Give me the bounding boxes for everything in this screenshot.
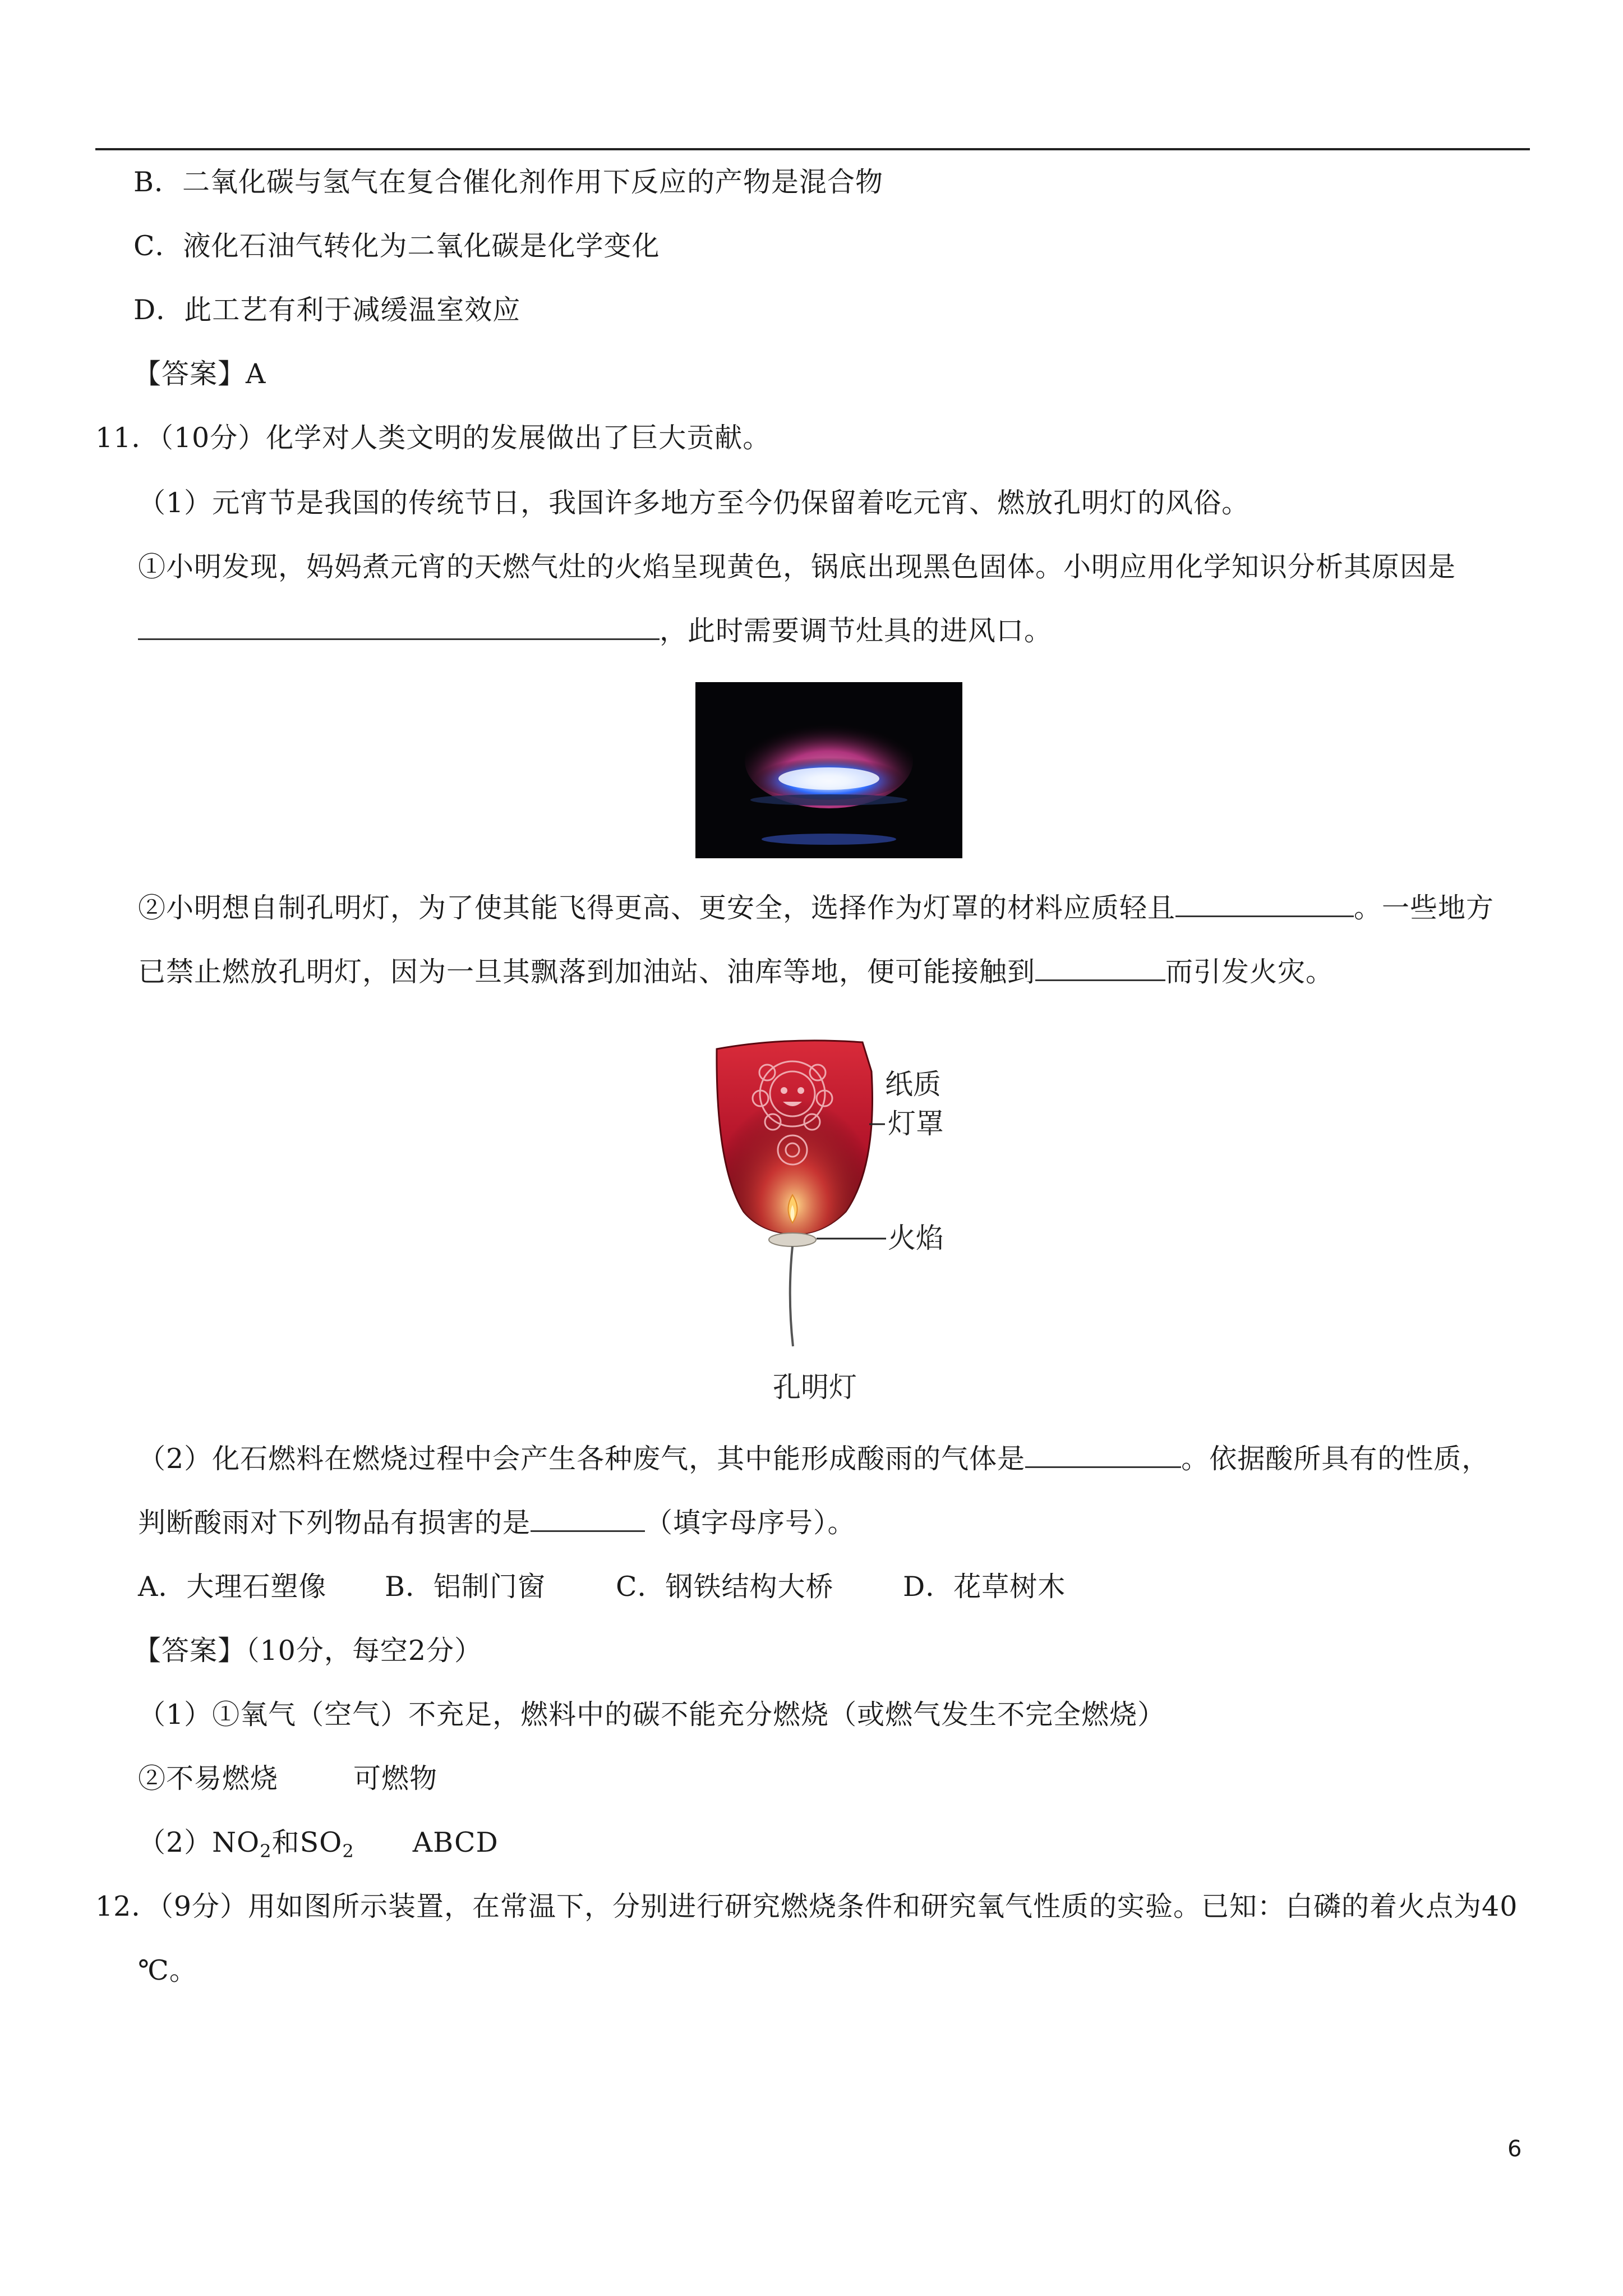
- q11-part1-item1: ①小明发现，妈妈煮元宵的天燃气灶的火焰呈现黄色，锅底出现黑色固体。小明应用化学知识分析其原因是: [138, 551, 1456, 583]
- q11-part2-tail: 。依据酸所具有的性质，: [1181, 1443, 1490, 1475]
- label-flame: 火焰: [888, 1222, 944, 1254]
- q11-answer: 【答案】（10分，每空2分）: [133, 1635, 483, 1667]
- q10-option-c: C．液化石油气转化为二氧化碳是化学变化: [133, 230, 660, 262]
- answer-3-pre: （2）NO: [138, 1826, 260, 1858]
- answer-blank: [531, 1506, 645, 1532]
- answer-3-sub1: 2: [260, 1841, 272, 1862]
- q11-answer-1: （1）①氧气（空气）不充足，燃料中的碳不能充分燃烧（或燃气发生不完全燃烧）: [138, 1699, 1166, 1731]
- q12-stem-cont: ℃。: [138, 1954, 197, 1986]
- q10-answer: 【答案】A: [133, 358, 266, 390]
- answer-2a: ②不易燃烧: [138, 1763, 279, 1795]
- q11-part1-item2-line1: [138, 890, 1494, 927]
- q11-answer-3: [138, 1824, 499, 1861]
- q11-part1-item2-line2: [138, 954, 1334, 991]
- header-rule: [95, 148, 1530, 150]
- page-number: 6: [1507, 2136, 1522, 2162]
- q11-answer-2: [138, 1760, 437, 1797]
- answer-blank: [138, 614, 660, 640]
- q11-part1-item2b-tail: 而引发火灾。: [1165, 956, 1334, 988]
- option-b: B．铝制门窗: [385, 1571, 546, 1603]
- q11-options: [138, 1568, 1066, 1605]
- answer-blank: [1025, 1442, 1181, 1468]
- answer-3-sub2: 2: [342, 1841, 354, 1862]
- q10-option-b: B．二氧化碳与氢气在复合催化剂作用下反应的产物是混合物: [133, 166, 884, 198]
- answer-3-tail: ABCD: [412, 1826, 499, 1858]
- q11-part2b-head: 判断酸雨对下列物品有损害的是: [138, 1507, 531, 1539]
- q11-part2-head: （2）化石燃料在燃烧过程中会产生各种废气，其中能形成酸雨的气体是: [138, 1443, 1026, 1475]
- q11-part2b-tail: （填字母序号）。: [645, 1507, 856, 1539]
- answer-blank: [1035, 955, 1165, 981]
- q11-part2-line1: [138, 1441, 1490, 1478]
- label-lantern-shade: 灯罩: [888, 1107, 944, 1140]
- sky-lantern-figure: [706, 1032, 997, 1408]
- q11-stem: 11．（10分）化学对人类文明的发展做出了巨大贡献。: [95, 422, 771, 454]
- q11-part1-item1-blank-line: [138, 613, 1052, 650]
- q11-part1-item2-tail: 。一些地方: [1354, 892, 1495, 924]
- q11-part1-item2b-head: 已禁止燃放孔明灯，因为一旦其飘落到加油站、油库等地，便可能接触到: [138, 956, 1036, 988]
- q12-stem: 12．（9分）用如图所示装置，在常温下，分别进行研究燃烧条件和研究氧气性质的实验。已知：白磷的着火点为40: [95, 1890, 1518, 1922]
- option-d: D．花草树木: [903, 1571, 1066, 1603]
- answer-2b: 可燃物: [353, 1763, 438, 1795]
- answer-3-mid: 和SO: [271, 1826, 343, 1858]
- gas-stove-flame-photo: [695, 682, 962, 858]
- label-paper-material: 纸质: [885, 1068, 941, 1101]
- q10-option-d: D．此工艺有利于减缓温室效应: [133, 294, 521, 326]
- q11-part1: （1）元宵节是我国的传统节日，我国许多地方至今仍保留着吃元宵、燃放孔明灯的风俗。: [138, 487, 1250, 519]
- q11-part2-line2: [138, 1504, 856, 1542]
- answer-blank: [1175, 891, 1354, 917]
- q11-part1-item2-head: ②小明想自制孔明灯，为了使其能飞得更高、更安全，选择作为灯罩的材料应质轻且: [138, 892, 1176, 924]
- option-c: C．钢铁结构大桥: [616, 1571, 834, 1603]
- figure-caption: 孔明灯: [773, 1371, 857, 1404]
- q11-part1-item1-tail: ，此时需要调节灶具的进风口。: [660, 615, 1053, 647]
- option-a: A．大理石塑像: [138, 1571, 327, 1603]
